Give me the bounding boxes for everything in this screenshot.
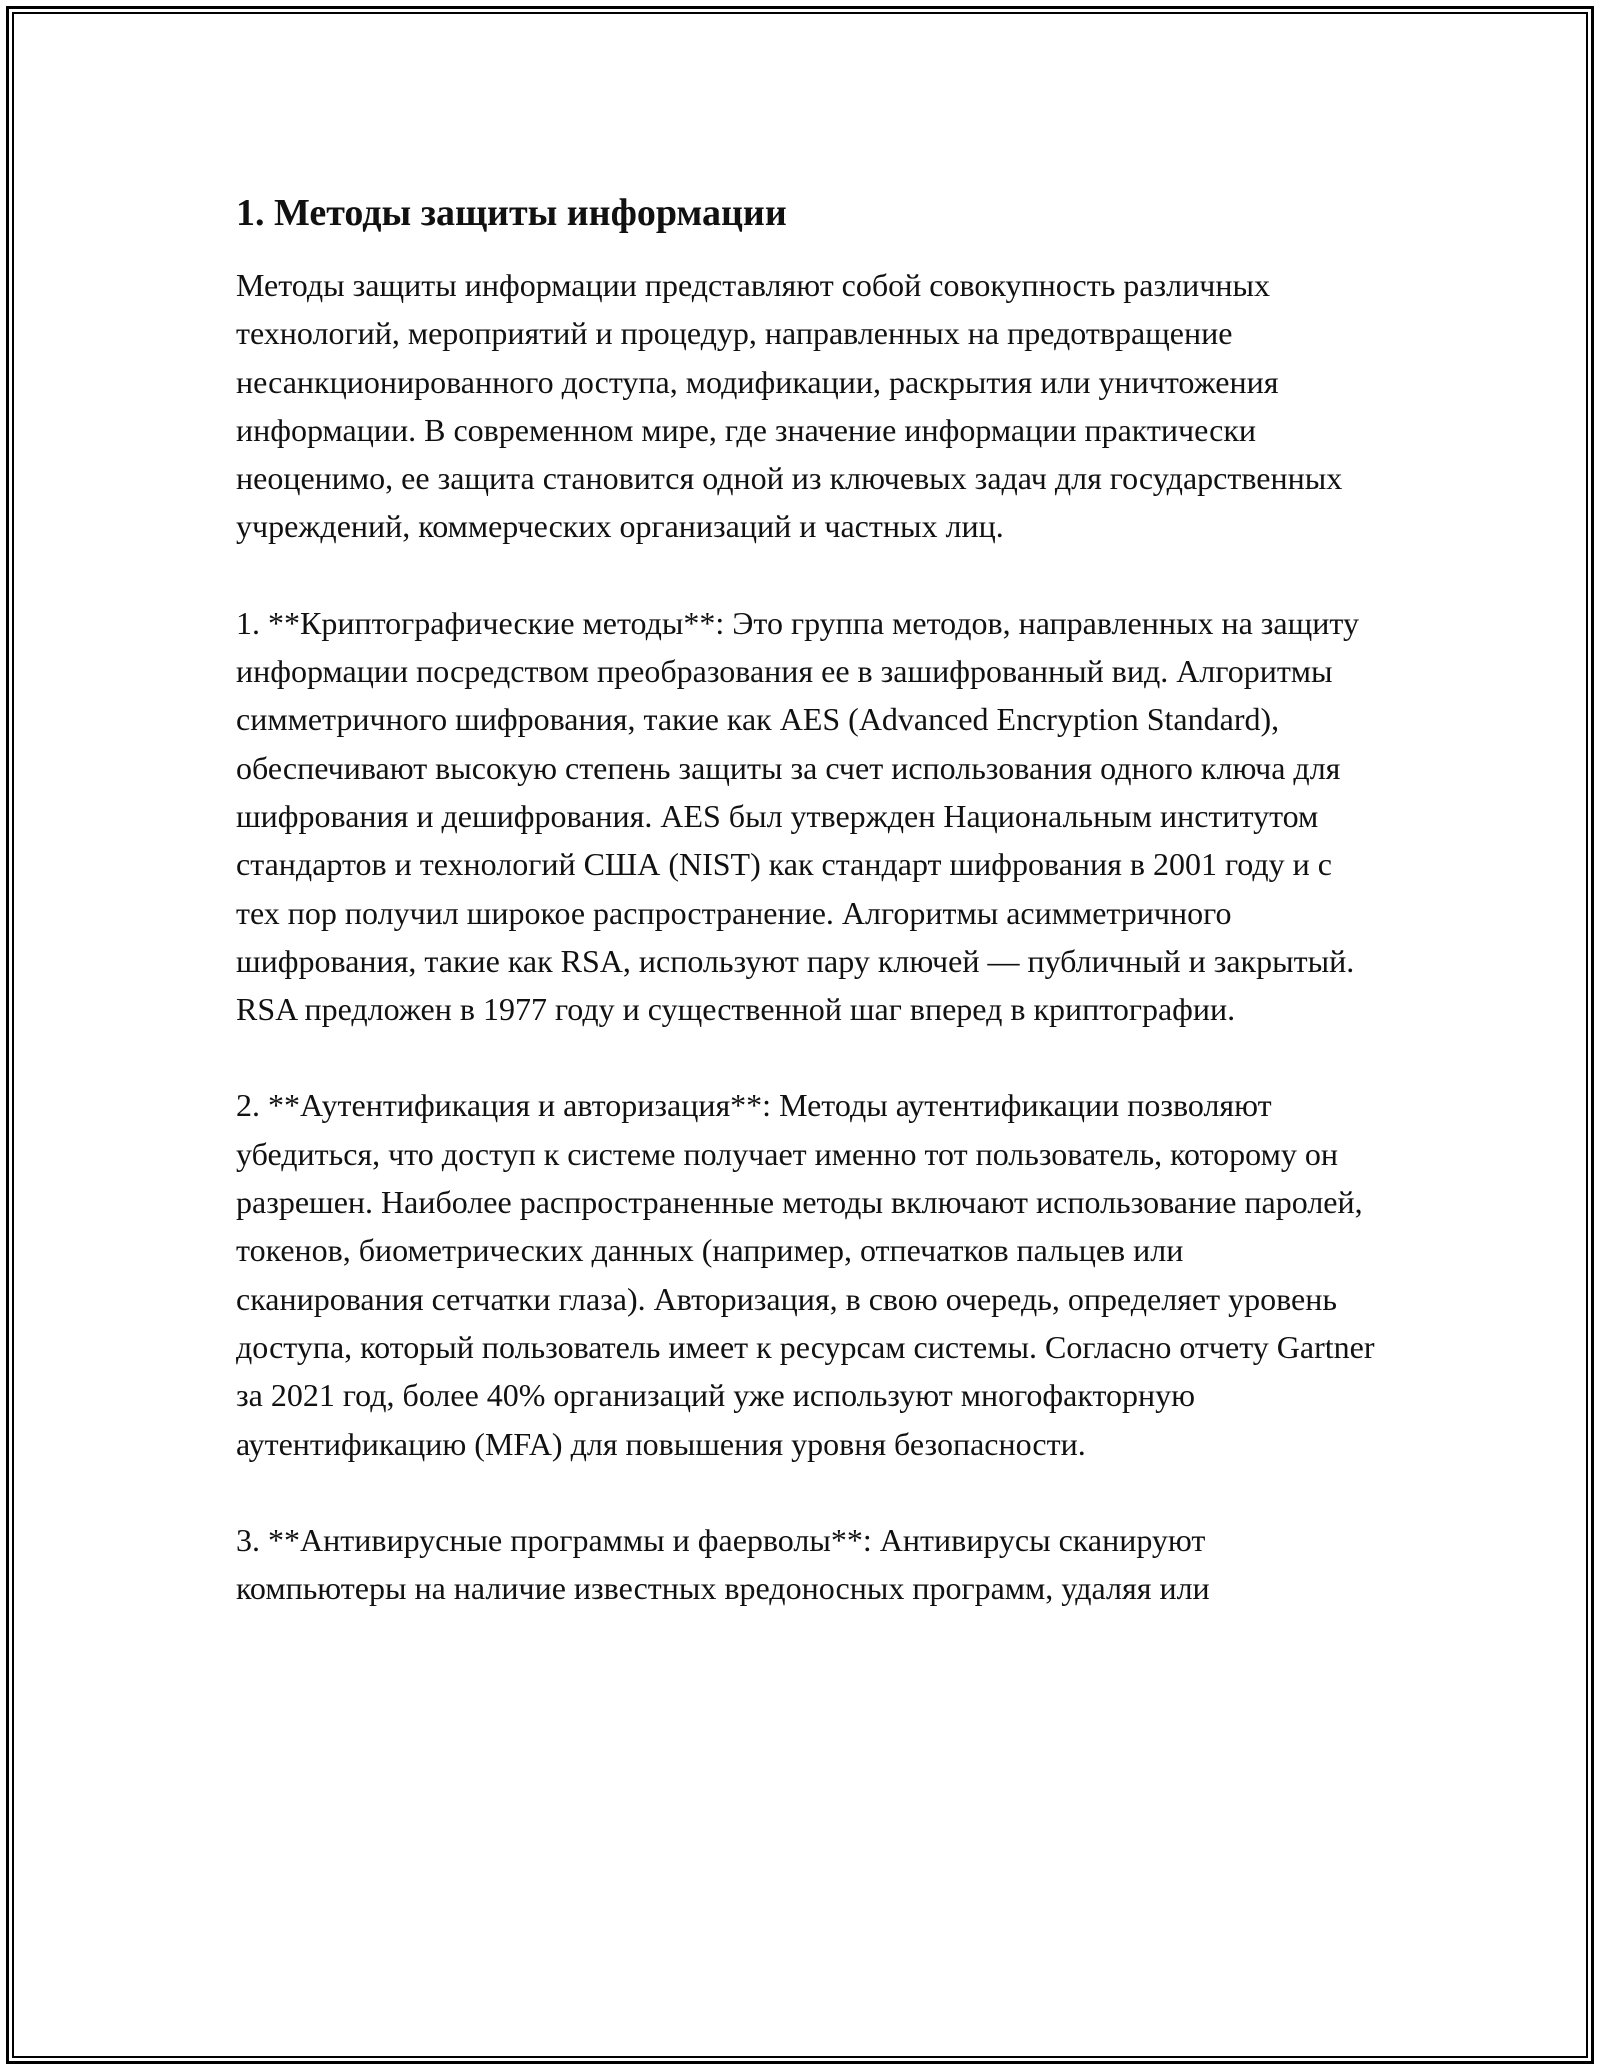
intro-paragraph: Методы защиты информации представляют собой совокупность различных технологий, мероприятий и процедур, направленных на предотвращение несанкционированного доступа, модификации, раскрытия или уничтожения информации. В современном мире, где значение информации практически неоценимо, ее защита становится одной из ключевых задач для государственных учреждений, коммерческих организаций и частных лиц. <box>236 267 1343 545</box>
document-body <box>236 185 1376 1660</box>
section-heading: 1. Методы защиты информации <box>236 192 787 234</box>
paragraph-antivirus: 3. **Антивирусные программы и фаерволы**: Антивирусы сканируют компьютеры на наличие известных вредоносных программ, удаляя или <box>236 1521 1210 1607</box>
paragraph-cryptographic-methods: 1. **Криптографические методы**: Это группа методов, направленных на защиту информации посредством преобразования ее в зашифрованный вид. Алгоритмы симметричного шифрования, такие как AES (Advanced Encryption Standard), обеспечивают высокую степень защиты за счет использования одного ключа для шифрования и дешифрования. AES был утвержден Национальным институтом стандартов и технологий США (NIST) как стандарт шифрования в 2001 году и с тех пор получил широкое распространение. Алгоритмы асимметричного шифрования, такие как RSA, используют пару ключей — публичный и закрытый. RSA предложен в 1977 году и существенной шаг вперед в криптографии. <box>236 604 1359 1028</box>
paragraph-authentication: 2. **Аутентификация и авторизация**: Методы аутентификации позволяют убедиться, что доступ к системе получает именно тот пользователь, которому он разрешен. Наиболее распространенные методы включают использование паролей, токенов, биометрических данных (например, отпечатков пальцев или сканирования сетчатки глаза). Авторизация, в свою очередь, определяет уровень доступа, который пользователь имеет к ресурсам системы. Согласно отчету Gartner за 2021 год, более 40% организаций уже используют многофакторную аутентификацию (MFA) для повышения уровня безопасности. <box>236 1087 1375 1462</box>
